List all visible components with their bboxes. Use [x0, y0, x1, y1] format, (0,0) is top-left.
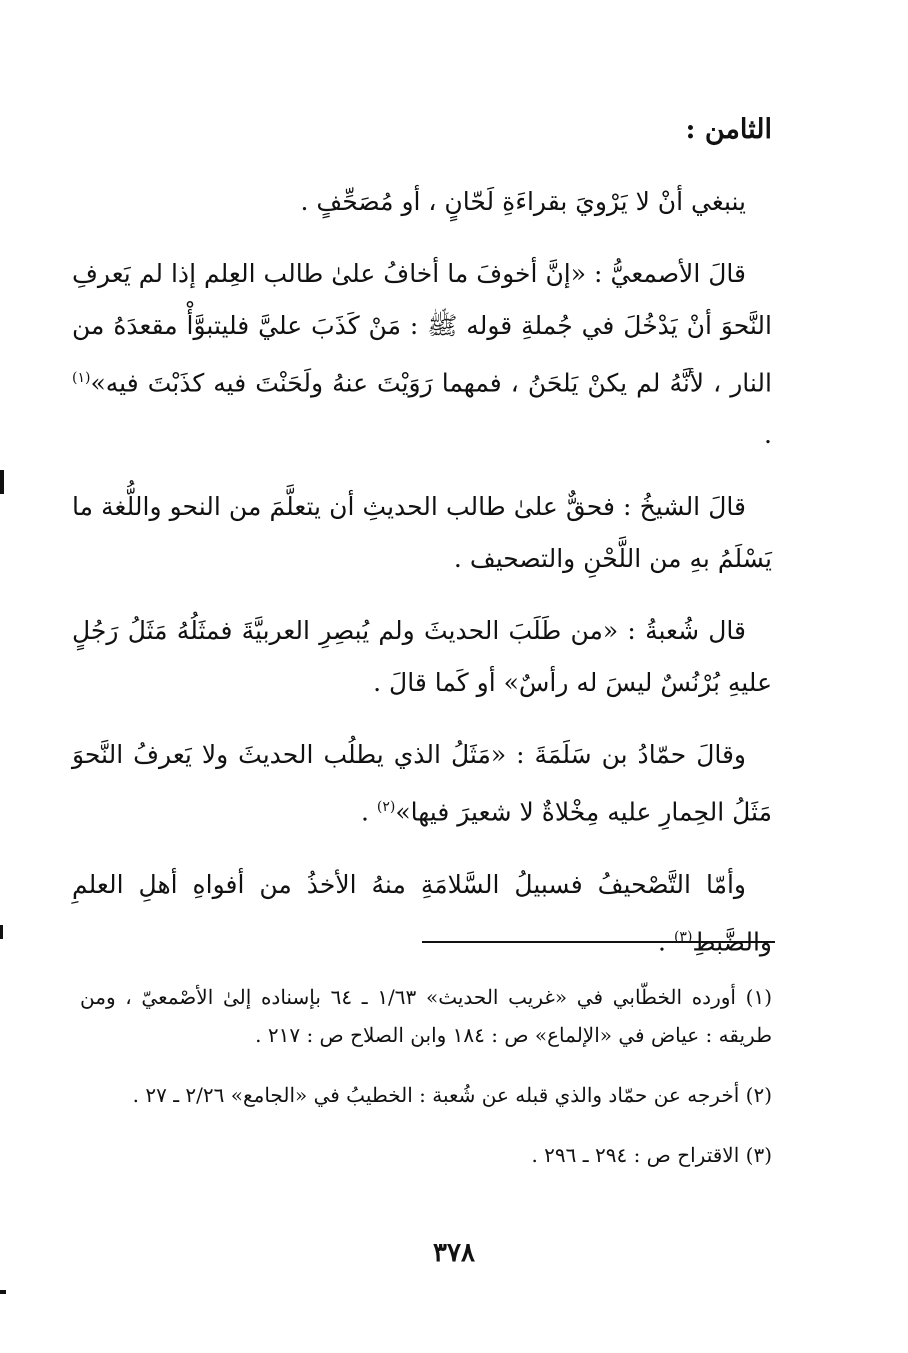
footnote-divider	[422, 941, 775, 943]
footnote-2: (٢) أخرجه عن حمّاد والذي قبله عن شُعبة : الخطيبُ في «الجامع» ٢/٢٦ ـ ٢٧ .	[132, 1083, 772, 1107]
paragraph-5: وقالَ حمّادُ بن سَلَمَةَ : «مَثَلُ الذي يطلُب الحديثَ ولا يَعرفُ النَّحوَ مَثَلُ الحِمارِ عليه مِخْلاةٌ لا شعيرَ فيها»$^{(٢)}$ .	[72, 740, 772, 827]
main-text	[72, 100, 772, 988]
paragraph-3: قالَ الشيخُ : فحقٌّ علىٰ طالب الحديثِ أن يتعلَّمَ من النحو واللُّغة ما يَسْلَمُ بهِ من اللَّحْنِ والتصحيف .	[72, 492, 772, 574]
footnote-ref-1[interactable]: (١)	[72, 370, 91, 386]
scan-edge-mark	[0, 1290, 6, 1294]
footnote-ref-2[interactable]: (٢)	[376, 799, 396, 816]
paragraph-6: وأمّا التَّصْحيفُ فسبيلُ السَّلامَةِ منهُ الأخذُ من أفواهِ أهلِ العلمِ والضَّبطِ$^{(٣)}$ .	[72, 869, 772, 956]
paragraph-2: قالَ الأصمعيُّ : «إنَّ أخوفَ ما أخافُ علىٰ طالب العِلم إذا لم يَعرفِ النَّحوَ أنْ يَدْخُلَ في جُملةِ قوله ﷺ : مَنْ كَذَبَ عليَّ فليتبوَّأْ مقعدَهُ من النار ، لأنَّهُ لم يكنْ يَلحَنُ ، فمهما رَوَيْتَ عنهُ ولَحَنْتَ فيه كذَبْتَ فيه»$^{(١)}$ .	[72, 259, 772, 450]
footnotes	[80, 978, 772, 1196]
scan-edge-mark	[0, 470, 4, 494]
page-number: ٣٧٨	[433, 1238, 475, 1268]
footnote-3: (٣) الاقتراح ص : ٢٩٤ ـ ٢٩٦ .	[531, 1143, 772, 1167]
footnote-ref-3[interactable]: (٣)	[673, 928, 693, 945]
section-heading: الثامن :	[685, 114, 772, 145]
scan-edge-mark	[0, 925, 3, 939]
paragraph-4: قال شُعبةُ : «من طَلَبَ الحديثَ ولم يُبصِرِ العربيَّةَ فمثَلُهُ مَثَلُ رَجُلٍ عليهِ بُرْنُسٌ ليسَ له رأسٌ» أو كَما قالَ .	[72, 616, 772, 698]
footnote-1: (١) أورده الخطّابي في «غريب الحديث» ١/٦٣ ـ ٦٤ بإسناده إلىٰ الأصْمعيّ ، ومن طريقه : عياض في «الإلماع» ص : ١٨٤ وابن الصلاح ص : ٢١٧ .	[80, 985, 773, 1047]
paragraph-1: ينبغي أنْ لا يَرْويَ بقراءَةِ لَحّانٍ ، أو مُصَحِّفٍ .	[300, 187, 746, 216]
